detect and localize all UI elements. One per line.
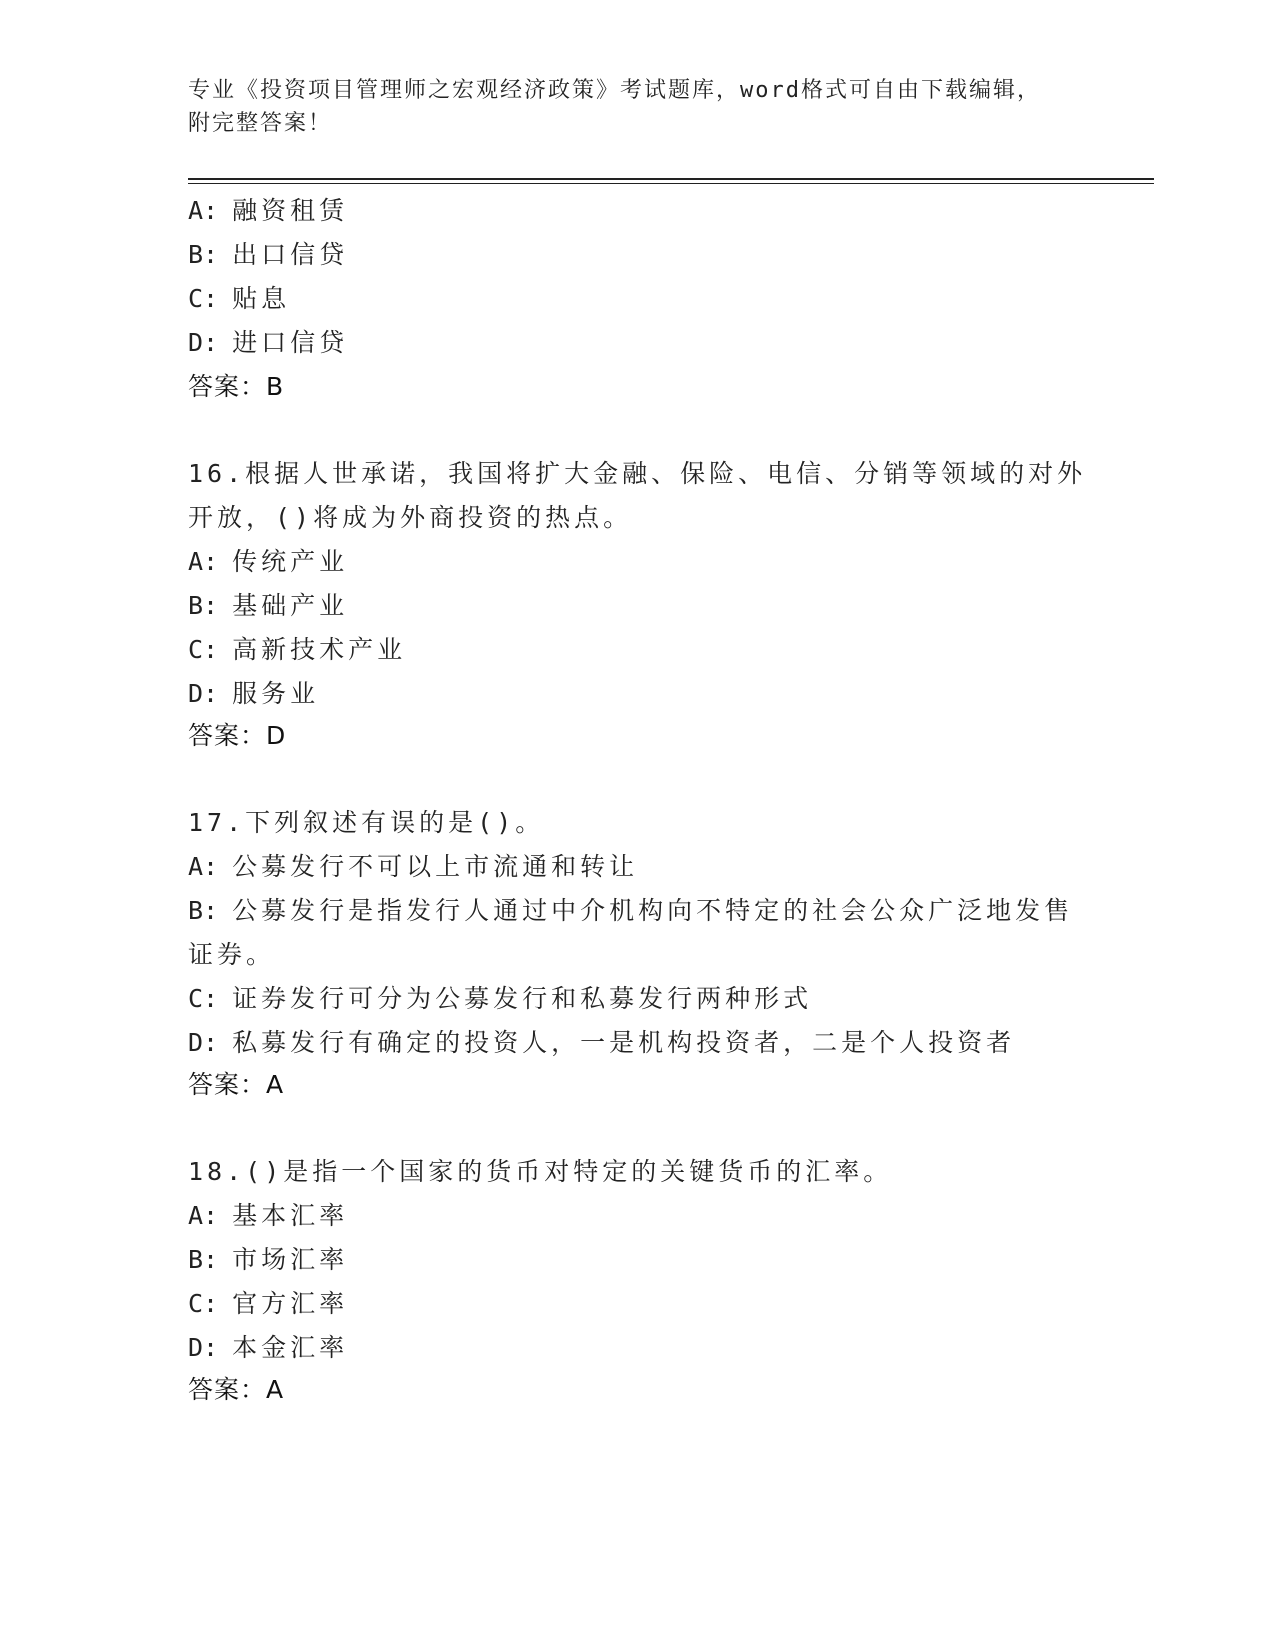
q15-answer: 答案：B — [188, 372, 285, 401]
q18-option-c: C: 官方汇率 — [188, 1289, 349, 1318]
q17-option-c: C: 证券发行可分为公募发行和私募发行两种形式 — [188, 984, 813, 1013]
header-divider-thin — [188, 183, 1154, 184]
q16-option-d: D: 服务业 — [188, 679, 320, 708]
q17-stem-line-1: 17.下列叙述有误的是()。 — [188, 808, 545, 837]
q18-option-a: A: 基本汇率 — [188, 1201, 349, 1230]
q17-option-b: B: 公募发行是指发行人通过中介机构向不特定的社会公众广泛地发售 — [188, 896, 1074, 925]
header-line-1: 专业《投资项目管理师之宏观经济政策》考试题库，word格式可自由下载编辑， — [188, 78, 1041, 103]
q15-option-a: A: 融资租赁 — [188, 196, 349, 225]
q16-stem-line-1: 16.根据人世承诺，我国将扩大金融、保险、电信、分销等领域的对外 — [188, 459, 1087, 488]
q17-option-d: D: 私募发行有确定的投资人，一是机构投资者，二是个人投资者 — [188, 1028, 1016, 1057]
q16-option-b: B: 基础产业 — [188, 591, 349, 620]
q17-option-b-continued: 证券。 — [188, 940, 276, 969]
q16-answer: 答案：D — [188, 721, 287, 750]
q18-option-d: D: 本金汇率 — [188, 1333, 349, 1362]
q15-option-b: B: 出口信贷 — [188, 240, 349, 269]
q16-option-c: C: 高新技术产业 — [188, 635, 407, 664]
document-header — [188, 74, 1088, 140]
q16-stem-line-2: 开放，()将成为外商投资的热点。 — [188, 503, 633, 532]
q15-option-c: C: 贴息 — [188, 284, 291, 313]
q18-option-b: B: 市场汇率 — [188, 1245, 349, 1274]
header-line-2: 附完整答案！ — [188, 111, 333, 136]
q16-option-a: A: 传统产业 — [188, 547, 349, 576]
q17-answer: 答案：A — [188, 1070, 285, 1099]
header-divider-thick — [188, 178, 1154, 180]
q15-option-d: D: 进口信贷 — [188, 328, 349, 357]
q17-option-a: A: 公募发行不可以上市流通和转让 — [188, 852, 639, 881]
q18-answer: 答案：A — [188, 1375, 285, 1404]
q18-stem-line-1: 18.()是指一个国家的货币对特定的关键货币的汇率。 — [188, 1157, 893, 1186]
